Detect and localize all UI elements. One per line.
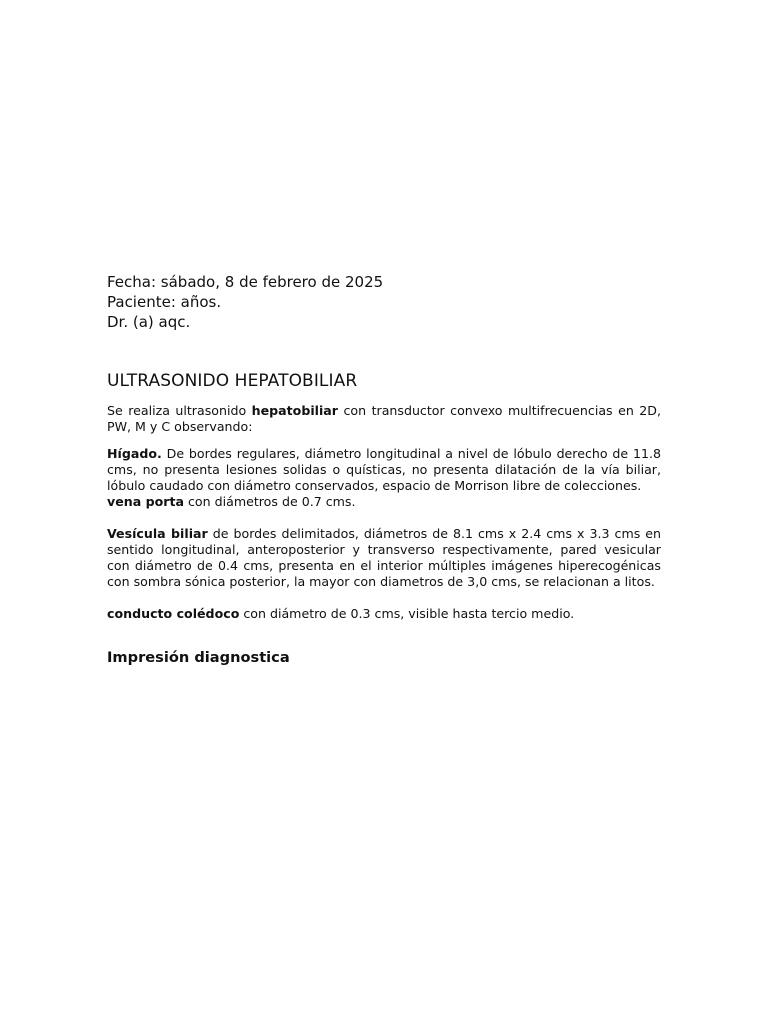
intro-text-pre: Se realiza ultrasonido (107, 403, 252, 418)
impresion-heading: Impresión diagnostica (107, 649, 290, 666)
vesicula-label: Vesícula biliar (107, 526, 208, 541)
intro-bold-term: hepatobiliar (251, 403, 339, 418)
doctor-line: Dr. (a) aqc. (107, 313, 191, 331)
higado-label: Hígado. (107, 446, 162, 461)
coledoco-text: con diámetro de 0.3 cms, visible hasta tercio medio. (239, 606, 575, 621)
report-content (107, 272, 661, 668)
higado-text: De bordes regulares, diámetro longitudinal a nivel de lóbulo derecho de 11.8 cms, no presenta lesiones solidas o quísticas, no presenta dilatación de la vía biliar, lóbulo caudado con diámetro conservados, espacio de Morrison libre de colecciones. (107, 446, 661, 493)
vena-porta-label: vena porta (107, 494, 184, 509)
coledoco-paragraph (107, 606, 661, 622)
intro-text-post: con transductor convexo multifrecuencias en 2D, PW, M y C observando: (107, 403, 661, 434)
report-title: ULTRASONIDO HEPATOBILIAR (107, 371, 358, 391)
vena-porta-text: con diámetros de 0.7 cms. (184, 494, 356, 509)
paciente-line: Paciente: años. (107, 293, 222, 311)
vena-porta-line (107, 494, 661, 510)
vesicula-text: de bordes delimitados, diámetros de 8.1 cms x 2.4 cms x 3.3 cms en sentido longitudinal, anteroposterior y transverso respectivamente, pared vesicular con diámetro de 0.4 cms, presenta en el interior múltiples imágenes hiperecogénicas con sombra sónica posterior, la mayor con diametros de 3,0 cms, se relacionan a litos. (107, 526, 662, 589)
intro-paragraph (107, 403, 661, 435)
coledoco-label: conducto colédoco (107, 606, 240, 621)
vesicula-paragraph (107, 526, 661, 590)
higado-paragraph (107, 446, 661, 510)
fecha-line: Fecha: sábado, 8 de febrero de 2025 (107, 273, 384, 291)
